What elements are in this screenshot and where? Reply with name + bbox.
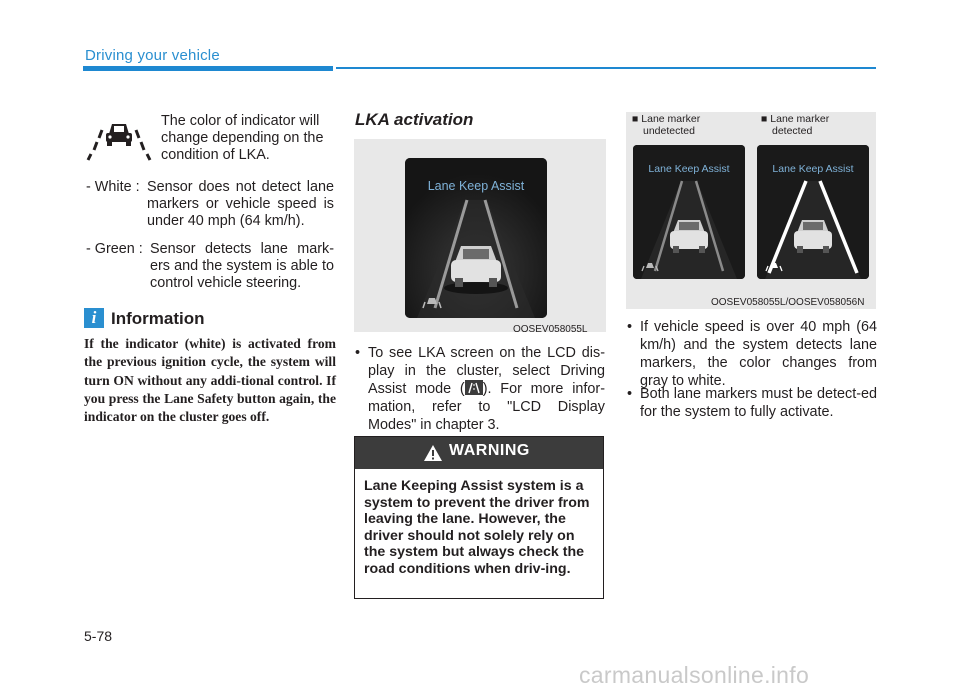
figure-caption-2: OOSEV058055L/OOSEV058056N [711,297,865,308]
legend-detected-line2: detected [772,125,813,137]
figure-caption: OOSEV058055L [513,324,588,335]
green-term: - Green : [86,241,143,257]
info-body: If the indicator (white) is activated from the previous ignition cycle, the system will turn ON without any addi-tional control. If you press the Lane Safety button again, the indicator on the cluster goes off. [84,336,336,425]
screen-detected [757,145,869,279]
indicator-description: The color of indicator will change depending on the condition of LKA. [161,113,324,163]
legend-undetected-line2: undetected [643,125,695,137]
screen-undetected [633,145,745,279]
lka-activation-heading: LKA activation [355,110,474,129]
cluster-screen [405,158,547,318]
legend-undetected-line1: ■ Lane marker [632,113,701,125]
screen-title: Lane Keep Assist [427,179,525,193]
info-icon: i [84,308,104,328]
bullet-body: Both lane markers must be detect-ed for the system to fully activate. [640,386,877,420]
warning-triangle-icon [423,444,443,467]
bullet-text-after: ). For more infor-mation, refer to "LCD Display Modes" in chapter 3. [368,381,605,433]
section-title: Driving your vehicle [85,47,220,64]
driving-assist-mode-icon [465,380,483,395]
header-accent-bar [83,66,333,71]
green-state-item [86,241,336,311]
white-term: - White : [86,179,140,195]
lka-indicator-icon [84,112,154,162]
bullet-body: If vehicle speed is over 40 mph (64 km/h) and the system detects lane markers, the color changes from gray to white. [640,319,877,389]
green-desc: Sensor detects lane mark-ers and the system is able to control vehicle steering. [150,241,334,291]
white-desc: Sensor does not detect lane markers or vehicle speed is under 40 mph (64 km/h). [147,179,334,229]
bullet-marker: • [627,386,633,402]
screen-title-undetected: Lane Keep Assist [648,163,730,175]
white-state-item [86,179,336,249]
warning-title: WARNING [449,442,530,459]
legend-detected-line1: ■ Lane marker [761,113,830,125]
watermark: carmanualsonline.info [579,662,810,688]
page-number: 5-78 [84,628,113,644]
screen-title-detected: Lane Keep Assist [772,163,854,175]
bullet-marker: • [627,319,633,335]
bullet-text-before: To see LKA screen on the LCD dis-play in the cluster, select Driving Assist mode ( [368,345,605,397]
warning-body: Lane Keeping Assist system is a system to prevent the driver from leaving the lane. However, the driver should not solely rely on the system but always check the road conditions when driv-ing. [364,478,590,577]
bullet-body [368,344,605,434]
legend-undetected [632,113,700,137]
bullet-marker: • [355,345,361,361]
legend-detected [761,113,829,137]
info-title: Information [111,309,205,328]
header-rule [336,67,876,69]
